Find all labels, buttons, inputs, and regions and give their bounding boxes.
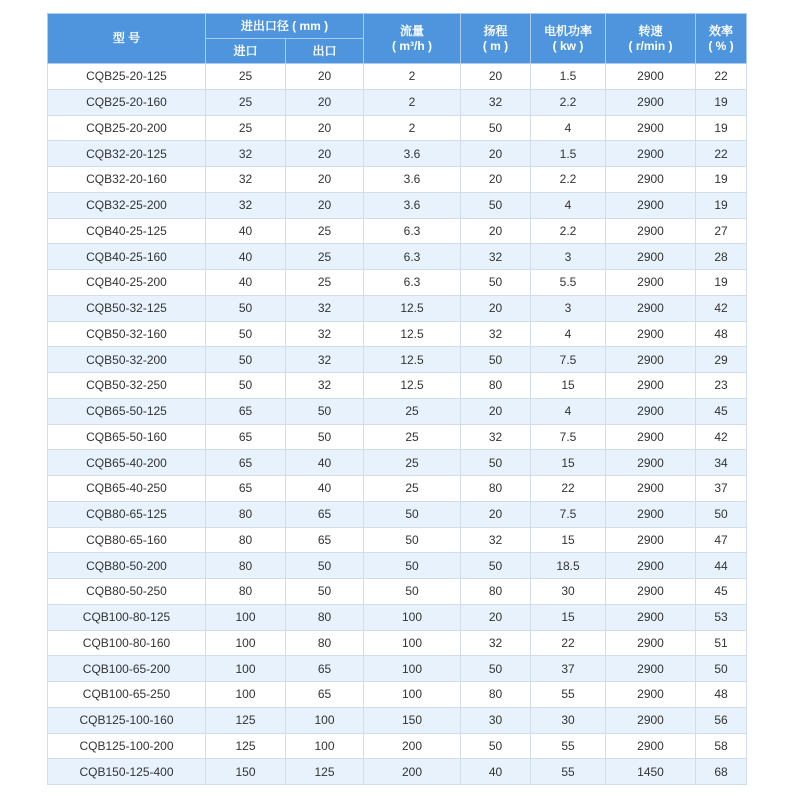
header-efficiency-label: 效率 xyxy=(708,23,733,38)
header-efficiency-unit: ( % ) xyxy=(708,38,734,53)
cell-power: 15 xyxy=(531,450,606,476)
cell-efficiency: 19 xyxy=(696,167,747,193)
cell-outlet: 20 xyxy=(286,141,364,167)
cell-head: 32 xyxy=(461,630,531,656)
cell-model: CQB40-25-200 xyxy=(48,270,206,296)
cell-inlet: 32 xyxy=(206,192,286,218)
cell-efficiency: 19 xyxy=(696,192,747,218)
cell-head: 20 xyxy=(461,141,531,167)
cell-inlet: 40 xyxy=(206,244,286,270)
header-model: 型 号 xyxy=(48,14,206,64)
header-head-unit: ( m ) xyxy=(482,38,509,53)
cell-outlet: 32 xyxy=(286,347,364,373)
cell-outlet: 20 xyxy=(286,64,364,90)
table-row xyxy=(48,579,747,605)
cell-model: CQB125-100-200 xyxy=(48,733,206,759)
cell-model: CQB65-40-200 xyxy=(48,450,206,476)
header-flow xyxy=(364,14,461,64)
cell-efficiency: 42 xyxy=(696,295,747,321)
header-inlet: 进口 xyxy=(206,39,286,64)
cell-efficiency: 48 xyxy=(696,682,747,708)
cell-head: 20 xyxy=(461,295,531,321)
cell-head: 50 xyxy=(461,553,531,579)
cell-power: 4 xyxy=(531,192,606,218)
cell-speed: 2900 xyxy=(606,682,696,708)
cell-power: 7.5 xyxy=(531,424,606,450)
cell-outlet: 40 xyxy=(286,476,364,502)
cell-model: CQB50-32-250 xyxy=(48,373,206,399)
cell-efficiency: 28 xyxy=(696,244,747,270)
cell-speed: 2900 xyxy=(606,218,696,244)
header-efficiency xyxy=(696,14,747,64)
cell-outlet: 25 xyxy=(286,270,364,296)
table-row xyxy=(48,64,747,90)
table-row xyxy=(48,244,747,270)
cell-speed: 2900 xyxy=(606,89,696,115)
cell-power: 18.5 xyxy=(531,553,606,579)
cell-inlet: 65 xyxy=(206,450,286,476)
cell-inlet: 125 xyxy=(206,733,286,759)
cell-efficiency: 56 xyxy=(696,707,747,733)
cell-flow: 2 xyxy=(364,64,461,90)
table-row xyxy=(48,630,747,656)
cell-efficiency: 48 xyxy=(696,321,747,347)
cell-flow: 6.3 xyxy=(364,244,461,270)
header-flow-unit: ( m³/h ) xyxy=(392,38,432,53)
table-row xyxy=(48,347,747,373)
table-row xyxy=(48,527,747,553)
cell-power: 3 xyxy=(531,295,606,321)
cell-outlet: 80 xyxy=(286,604,364,630)
cell-power: 2.2 xyxy=(531,167,606,193)
cell-power: 4 xyxy=(531,115,606,141)
table-row xyxy=(48,733,747,759)
cell-outlet: 50 xyxy=(286,424,364,450)
header-head xyxy=(461,14,531,64)
cell-inlet: 100 xyxy=(206,682,286,708)
cell-efficiency: 68 xyxy=(696,759,747,785)
cell-inlet: 65 xyxy=(206,476,286,502)
cell-head: 20 xyxy=(461,501,531,527)
header-outlet: 出口 xyxy=(286,39,364,64)
cell-flow: 25 xyxy=(364,424,461,450)
cell-efficiency: 44 xyxy=(696,553,747,579)
cell-model: CQB50-32-160 xyxy=(48,321,206,347)
cell-efficiency: 37 xyxy=(696,476,747,502)
cell-inlet: 65 xyxy=(206,424,286,450)
cell-flow: 3.6 xyxy=(364,141,461,167)
table-row xyxy=(48,553,747,579)
cell-inlet: 125 xyxy=(206,707,286,733)
cell-power: 30 xyxy=(531,579,606,605)
header-speed-unit: ( r/min ) xyxy=(628,38,673,53)
cell-head: 50 xyxy=(461,270,531,296)
cell-inlet: 40 xyxy=(206,218,286,244)
cell-head: 32 xyxy=(461,321,531,347)
cell-inlet: 150 xyxy=(206,759,286,785)
table-row xyxy=(48,759,747,785)
cell-efficiency: 22 xyxy=(696,141,747,167)
cell-speed: 2900 xyxy=(606,527,696,553)
cell-head: 20 xyxy=(461,64,531,90)
cell-efficiency: 58 xyxy=(696,733,747,759)
cell-model: CQB40-25-125 xyxy=(48,218,206,244)
cell-model: CQB100-80-160 xyxy=(48,630,206,656)
cell-speed: 2900 xyxy=(606,733,696,759)
cell-efficiency: 51 xyxy=(696,630,747,656)
cell-efficiency: 50 xyxy=(696,656,747,682)
cell-power: 15 xyxy=(531,527,606,553)
cell-speed: 2900 xyxy=(606,167,696,193)
cell-efficiency: 42 xyxy=(696,424,747,450)
cell-outlet: 20 xyxy=(286,89,364,115)
cell-flow: 12.5 xyxy=(364,347,461,373)
cell-inlet: 25 xyxy=(206,115,286,141)
cell-speed: 2900 xyxy=(606,450,696,476)
table-body xyxy=(48,64,747,785)
cell-speed: 2900 xyxy=(606,707,696,733)
cell-outlet: 80 xyxy=(286,630,364,656)
cell-flow: 50 xyxy=(364,501,461,527)
cell-model: CQB32-25-200 xyxy=(48,192,206,218)
header-power xyxy=(531,14,606,64)
cell-power: 7.5 xyxy=(531,501,606,527)
cell-model: CQB65-40-250 xyxy=(48,476,206,502)
cell-flow: 25 xyxy=(364,450,461,476)
cell-head: 80 xyxy=(461,476,531,502)
cell-efficiency: 19 xyxy=(696,89,747,115)
header-power-label: 电机功率 xyxy=(543,23,592,38)
table-row xyxy=(48,476,747,502)
cell-head: 32 xyxy=(461,424,531,450)
cell-outlet: 65 xyxy=(286,656,364,682)
cell-head: 32 xyxy=(461,89,531,115)
cell-head: 20 xyxy=(461,218,531,244)
table-row xyxy=(48,141,747,167)
cell-model: CQB65-50-160 xyxy=(48,424,206,450)
header-diameter: 进出口径 ( mm ) xyxy=(206,14,364,39)
table-row xyxy=(48,398,747,424)
cell-model: CQB65-50-125 xyxy=(48,398,206,424)
cell-inlet: 80 xyxy=(206,553,286,579)
cell-efficiency: 27 xyxy=(696,218,747,244)
cell-flow: 25 xyxy=(364,398,461,424)
cell-model: CQB150-125-400 xyxy=(48,759,206,785)
cell-head: 80 xyxy=(461,682,531,708)
cell-flow: 12.5 xyxy=(364,295,461,321)
cell-model: CQB80-65-125 xyxy=(48,501,206,527)
cell-outlet: 50 xyxy=(286,398,364,424)
cell-outlet: 50 xyxy=(286,579,364,605)
cell-speed: 2900 xyxy=(606,424,696,450)
cell-inlet: 50 xyxy=(206,347,286,373)
cell-flow: 3.6 xyxy=(364,167,461,193)
cell-head: 20 xyxy=(461,398,531,424)
cell-power: 55 xyxy=(531,759,606,785)
cell-model: CQB80-65-160 xyxy=(48,527,206,553)
cell-head: 50 xyxy=(461,450,531,476)
cell-outlet: 65 xyxy=(286,682,364,708)
cell-power: 15 xyxy=(531,373,606,399)
cell-power: 1.5 xyxy=(531,64,606,90)
cell-outlet: 65 xyxy=(286,527,364,553)
cell-outlet: 20 xyxy=(286,167,364,193)
cell-power: 2.2 xyxy=(531,218,606,244)
cell-power: 1.5 xyxy=(531,141,606,167)
cell-power: 15 xyxy=(531,604,606,630)
cell-inlet: 80 xyxy=(206,579,286,605)
table-row xyxy=(48,682,747,708)
cell-efficiency: 34 xyxy=(696,450,747,476)
cell-efficiency: 23 xyxy=(696,373,747,399)
cell-flow: 100 xyxy=(364,630,461,656)
cell-head: 50 xyxy=(461,347,531,373)
cell-inlet: 100 xyxy=(206,656,286,682)
cell-flow: 50 xyxy=(364,553,461,579)
table-row xyxy=(48,321,747,347)
cell-speed: 2900 xyxy=(606,501,696,527)
cell-model: CQB80-50-200 xyxy=(48,553,206,579)
cell-inlet: 40 xyxy=(206,270,286,296)
cell-flow: 3.6 xyxy=(364,192,461,218)
cell-flow: 2 xyxy=(364,115,461,141)
cell-inlet: 65 xyxy=(206,398,286,424)
cell-power: 3 xyxy=(531,244,606,270)
table-row xyxy=(48,115,747,141)
cell-speed: 2900 xyxy=(606,604,696,630)
cell-head: 40 xyxy=(461,759,531,785)
cell-flow: 25 xyxy=(364,476,461,502)
cell-speed: 1450 xyxy=(606,759,696,785)
cell-inlet: 80 xyxy=(206,501,286,527)
cell-outlet: 32 xyxy=(286,373,364,399)
table-row xyxy=(48,218,747,244)
cell-power: 30 xyxy=(531,707,606,733)
table-row xyxy=(48,373,747,399)
cell-speed: 2900 xyxy=(606,373,696,399)
table-row xyxy=(48,707,747,733)
cell-efficiency: 19 xyxy=(696,270,747,296)
cell-efficiency: 47 xyxy=(696,527,747,553)
cell-model: CQB32-20-160 xyxy=(48,167,206,193)
cell-power: 2.2 xyxy=(531,89,606,115)
cell-power: 22 xyxy=(531,476,606,502)
cell-model: CQB25-20-160 xyxy=(48,89,206,115)
cell-efficiency: 29 xyxy=(696,347,747,373)
cell-outlet: 32 xyxy=(286,295,364,321)
cell-outlet: 32 xyxy=(286,321,364,347)
cell-efficiency: 53 xyxy=(696,604,747,630)
cell-head: 50 xyxy=(461,733,531,759)
cell-outlet: 65 xyxy=(286,501,364,527)
cell-inlet: 100 xyxy=(206,604,286,630)
cell-efficiency: 50 xyxy=(696,501,747,527)
table-row xyxy=(48,295,747,321)
cell-speed: 2900 xyxy=(606,295,696,321)
cell-head: 50 xyxy=(461,192,531,218)
cell-model: CQB32-20-125 xyxy=(48,141,206,167)
cell-speed: 2900 xyxy=(606,115,696,141)
header-power-unit: ( kw ) xyxy=(552,38,584,53)
cell-speed: 2900 xyxy=(606,398,696,424)
cell-inlet: 100 xyxy=(206,630,286,656)
cell-head: 32 xyxy=(461,527,531,553)
cell-speed: 2900 xyxy=(606,270,696,296)
cell-flow: 50 xyxy=(364,579,461,605)
cell-efficiency: 45 xyxy=(696,579,747,605)
cell-speed: 2900 xyxy=(606,553,696,579)
cell-model: CQB25-20-125 xyxy=(48,64,206,90)
table-row xyxy=(48,424,747,450)
table-row xyxy=(48,450,747,476)
cell-flow: 100 xyxy=(364,682,461,708)
cell-flow: 50 xyxy=(364,527,461,553)
cell-inlet: 50 xyxy=(206,321,286,347)
cell-speed: 2900 xyxy=(606,321,696,347)
cell-power: 55 xyxy=(531,733,606,759)
cell-power: 5.5 xyxy=(531,270,606,296)
cell-outlet: 25 xyxy=(286,218,364,244)
header-flow-label: 流量 xyxy=(399,23,424,38)
cell-outlet: 100 xyxy=(286,707,364,733)
cell-power: 4 xyxy=(531,398,606,424)
cell-head: 20 xyxy=(461,604,531,630)
cell-inlet: 25 xyxy=(206,89,286,115)
cell-flow: 12.5 xyxy=(364,321,461,347)
cell-power: 55 xyxy=(531,682,606,708)
cell-head: 50 xyxy=(461,656,531,682)
cell-inlet: 32 xyxy=(206,167,286,193)
cell-power: 22 xyxy=(531,630,606,656)
table-row xyxy=(48,604,747,630)
cell-speed: 2900 xyxy=(606,347,696,373)
table-row xyxy=(48,192,747,218)
cell-inlet: 80 xyxy=(206,527,286,553)
cell-head: 80 xyxy=(461,579,531,605)
cell-flow: 150 xyxy=(364,707,461,733)
cell-outlet: 50 xyxy=(286,553,364,579)
cell-efficiency: 22 xyxy=(696,64,747,90)
cell-head: 30 xyxy=(461,707,531,733)
cell-power: 37 xyxy=(531,656,606,682)
cell-inlet: 25 xyxy=(206,64,286,90)
cell-model: CQB50-32-125 xyxy=(48,295,206,321)
cell-flow: 100 xyxy=(364,656,461,682)
cell-efficiency: 19 xyxy=(696,115,747,141)
table-row xyxy=(48,656,747,682)
cell-flow: 2 xyxy=(364,89,461,115)
cell-speed: 2900 xyxy=(606,141,696,167)
table-row xyxy=(48,89,747,115)
cell-model: CQB40-25-160 xyxy=(48,244,206,270)
cell-inlet: 50 xyxy=(206,373,286,399)
cell-flow: 6.3 xyxy=(364,218,461,244)
cell-outlet: 125 xyxy=(286,759,364,785)
cell-flow: 12.5 xyxy=(364,373,461,399)
table-row xyxy=(48,501,747,527)
cell-speed: 2900 xyxy=(606,244,696,270)
cell-model: CQB100-65-250 xyxy=(48,682,206,708)
cell-model: CQB100-65-200 xyxy=(48,656,206,682)
cell-model: CQB25-20-200 xyxy=(48,115,206,141)
pump-spec-table xyxy=(47,13,747,785)
cell-outlet: 40 xyxy=(286,450,364,476)
cell-head: 32 xyxy=(461,244,531,270)
cell-flow: 100 xyxy=(364,604,461,630)
cell-head: 80 xyxy=(461,373,531,399)
cell-inlet: 50 xyxy=(206,295,286,321)
cell-speed: 2900 xyxy=(606,64,696,90)
cell-speed: 2900 xyxy=(606,656,696,682)
cell-power: 4 xyxy=(531,321,606,347)
header-speed-label: 转速 xyxy=(638,23,663,38)
cell-power: 7.5 xyxy=(531,347,606,373)
cell-head: 50 xyxy=(461,115,531,141)
cell-model: CQB80-50-250 xyxy=(48,579,206,605)
cell-flow: 200 xyxy=(364,759,461,785)
cell-model: CQB125-100-160 xyxy=(48,707,206,733)
cell-speed: 2900 xyxy=(606,476,696,502)
cell-outlet: 100 xyxy=(286,733,364,759)
cell-outlet: 25 xyxy=(286,244,364,270)
cell-outlet: 20 xyxy=(286,115,364,141)
cell-speed: 2900 xyxy=(606,579,696,605)
cell-flow: 200 xyxy=(364,733,461,759)
header-speed xyxy=(606,14,696,64)
table-row xyxy=(48,270,747,296)
cell-head: 20 xyxy=(461,167,531,193)
header-head-label: 扬程 xyxy=(483,23,508,38)
cell-model: CQB50-32-200 xyxy=(48,347,206,373)
cell-speed: 2900 xyxy=(606,630,696,656)
cell-efficiency: 45 xyxy=(696,398,747,424)
table-row xyxy=(48,167,747,193)
cell-flow: 6.3 xyxy=(364,270,461,296)
cell-outlet: 20 xyxy=(286,192,364,218)
cell-inlet: 32 xyxy=(206,141,286,167)
cell-speed: 2900 xyxy=(606,192,696,218)
cell-model: CQB100-80-125 xyxy=(48,604,206,630)
